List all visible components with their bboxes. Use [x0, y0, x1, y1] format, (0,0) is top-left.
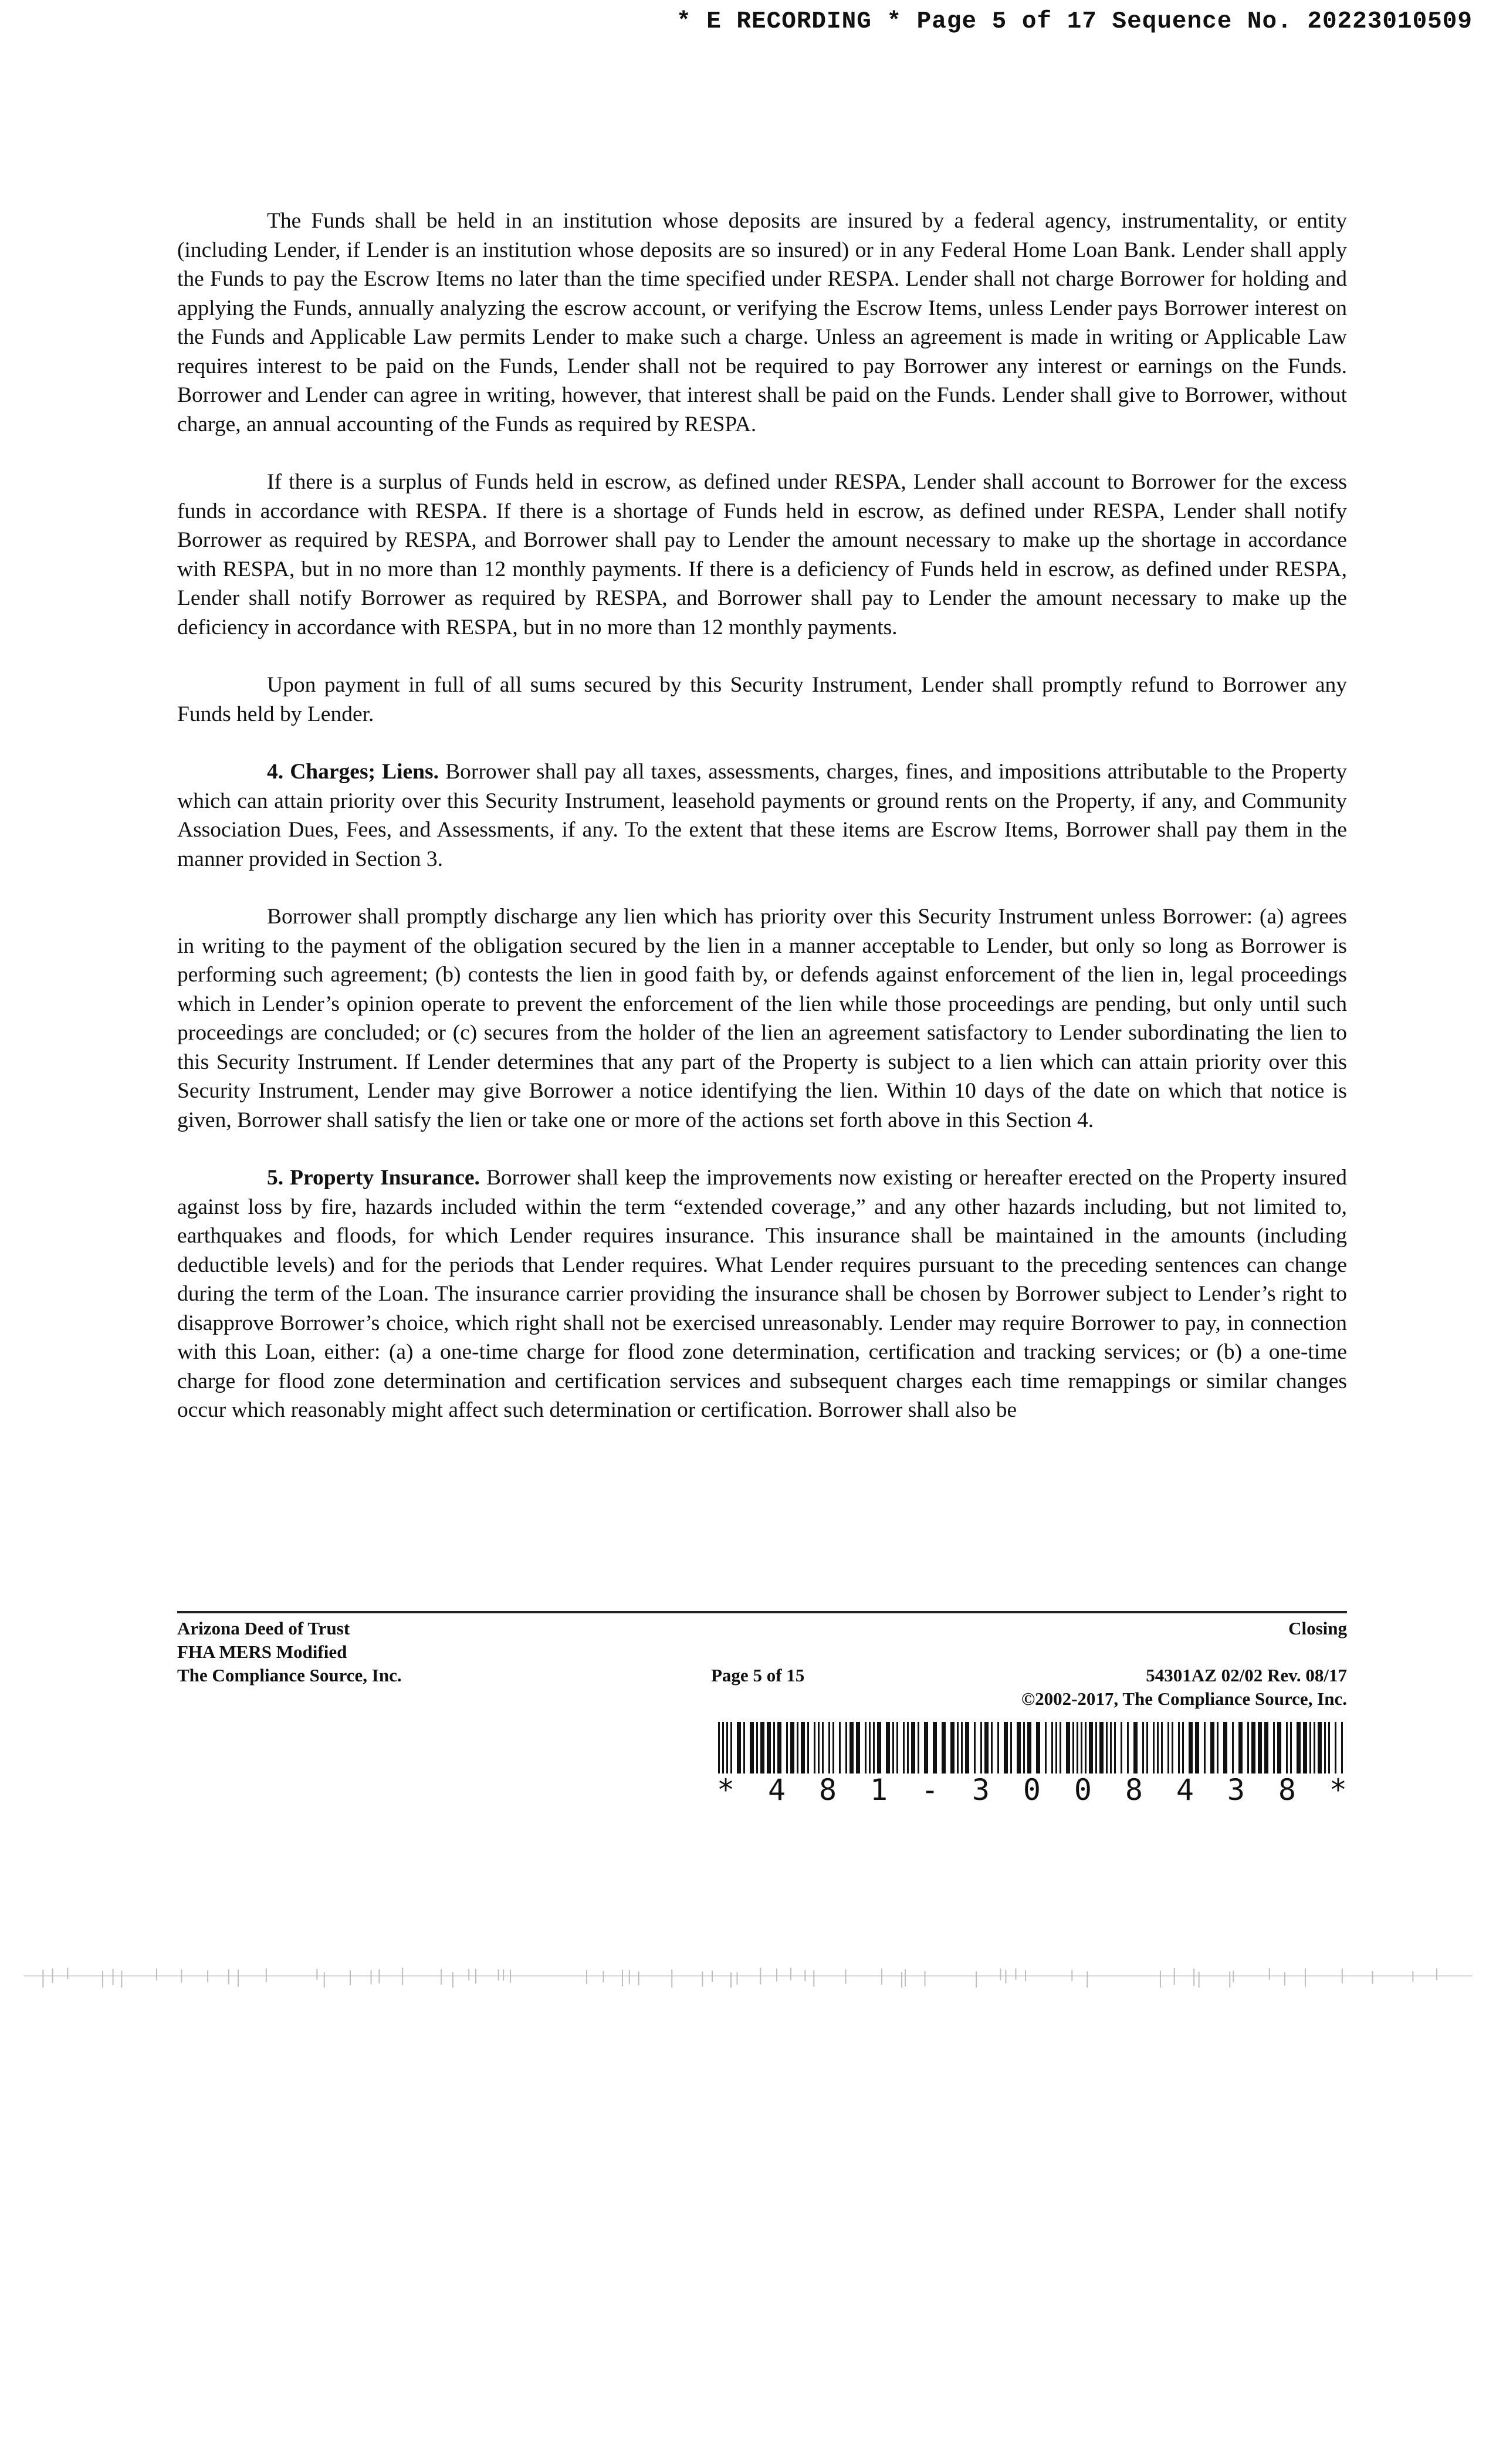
barcode-bar: [1036, 1722, 1040, 1773]
barcode-bar: [1335, 1722, 1336, 1773]
barcode-char: -: [920, 1773, 939, 1807]
footer-closing-label: Closing: [1288, 1618, 1347, 1639]
scan-tick: [603, 1971, 604, 1982]
barcode-bar: [856, 1722, 860, 1773]
scan-tick: [671, 1969, 672, 1988]
barcode-bar: [997, 1722, 999, 1773]
barcode-bar: [1099, 1722, 1104, 1773]
scan-tick: [776, 1968, 777, 1981]
barcode-char: *: [717, 1773, 735, 1807]
barcode-bar: [1055, 1722, 1057, 1773]
scan-tick: [503, 1969, 504, 1981]
barcode-bar: [1045, 1722, 1047, 1773]
barcode-bar: [980, 1722, 982, 1773]
scan-tick: [1269, 1968, 1270, 1980]
scan-tick: [42, 1969, 43, 1988]
barcode-bar: [1023, 1722, 1025, 1773]
scan-tick: [1233, 1971, 1234, 1982]
barcode-bar: [737, 1722, 741, 1773]
scan-tick: [1160, 1971, 1161, 1988]
barcode-bar: [1251, 1722, 1255, 1773]
scan-tick: [901, 1972, 902, 1988]
scan-tick: [1229, 1972, 1230, 1988]
barcode-bar: [1309, 1722, 1311, 1773]
section-5-text: Borrower shall keep the improvements now existing or hereafter erected on the Property insured against loss by fire, hazards included within the term “extended coverage,” and any other hazards including, but not limited to, earthquakes and floods, for which Lender requires insurance. This insurance shall be maintained in the amounts (including deductible levels) and for the periods that Lender requires. What Lender requires pursuant to the preceding sentences can change during the term of the Loan. The insurance carrier providing the insurance shall be chosen by Borrower subject to Lender’s right to disapprove Borrower’s choice, which right shall not be exercised unreasonably. Lender may require Borrower to pay, in connection with this Loan, either: (a) a one-time charge for flood zone determination, certification and tracking services; or (b) a one-time charge for flood zone determination and certification services and subsequent charges each time remappings or similar changes occur which reasonably might affect such determination or certification. Borrower shall also be: [177, 1166, 1347, 1422]
scan-tick: [1284, 1972, 1285, 1986]
scan-tick: [1305, 1968, 1306, 1987]
barcode-bar: [924, 1722, 928, 1773]
barcode-bar: [786, 1722, 788, 1773]
barcode-bar: [991, 1722, 993, 1773]
barcode-bar: [1114, 1722, 1116, 1773]
barcode-text: [717, 1773, 1347, 1806]
section-5-heading: 5. Property Insurance.: [267, 1166, 480, 1190]
barcode-bar: [1189, 1722, 1193, 1773]
recording-stamp: * E RECORDING * Page 5 of 17 Sequence No. 20223010509: [676, 8, 1473, 35]
barcode-bar: [965, 1722, 969, 1773]
barcode-bar: [845, 1722, 847, 1773]
barcode-char: 0: [1074, 1773, 1092, 1807]
barcode-bar: [849, 1722, 854, 1773]
scan-tick: [638, 1971, 639, 1985]
scan-tick: [1025, 1970, 1026, 1981]
barcode-bar: [1178, 1722, 1180, 1773]
barcode-bar: [1161, 1722, 1163, 1773]
barcode-bar: [797, 1722, 798, 1773]
scan-tick: [730, 1972, 732, 1988]
barcode-bar: [839, 1722, 841, 1773]
barcode-bar: [828, 1722, 830, 1773]
scan-tick: [925, 1971, 926, 1986]
scan-tick: [441, 1969, 442, 1985]
barcode-bar: [903, 1722, 905, 1773]
scan-tick: [324, 1972, 325, 1988]
barcode-bar: [1258, 1722, 1262, 1773]
scan-tick: [52, 1968, 53, 1983]
barcode-bar: [1223, 1722, 1227, 1773]
barcode-bar: [756, 1722, 758, 1773]
section-5-property-insurance: [177, 1163, 1347, 1425]
barcode-bar: [957, 1722, 959, 1773]
barcode-bar: [730, 1722, 732, 1773]
barcode-bar: [807, 1722, 809, 1773]
barcode-bar: [950, 1722, 955, 1773]
scan-artifact-strip: [23, 1965, 1473, 1988]
scan-tick: [121, 1971, 122, 1988]
barcode-bar: [1314, 1722, 1315, 1773]
scan-line: [23, 1975, 1473, 1976]
footer-copyright: ©2002-2017, The Compliance Source, Inc.: [1021, 1688, 1347, 1709]
barcode-bar: [1142, 1722, 1144, 1773]
scan-tick: [67, 1968, 68, 1979]
barcode-bar: [907, 1722, 909, 1773]
barcode-bar: [892, 1722, 894, 1773]
barcode-bar: [1004, 1722, 1008, 1773]
barcode-bar: [814, 1722, 815, 1773]
barcode-bar: [1153, 1722, 1155, 1773]
barcode-bar: [1060, 1722, 1061, 1773]
barcode-bar: [865, 1722, 867, 1773]
barcode-bar: [1110, 1722, 1112, 1773]
barcode-bar: [1303, 1722, 1307, 1773]
section-4-heading: 4. Charges; Liens.: [267, 760, 439, 784]
section-4-charges-liens: [177, 757, 1347, 874]
scan-tick: [1199, 1972, 1200, 1988]
scan-tick: [1000, 1968, 1001, 1980]
barcode-bar: [1290, 1722, 1292, 1773]
barcode-bar: [1010, 1722, 1012, 1773]
barcode-char: 8: [1278, 1773, 1296, 1807]
footer-company: The Compliance Source, Inc.: [177, 1665, 402, 1685]
barcode-bar: [1195, 1722, 1199, 1773]
barcode-bar: [918, 1722, 919, 1773]
barcode-char: 4: [1176, 1773, 1194, 1807]
paragraph-surplus-shortage: If there is a surplus of Funds held in escrow, as defined under RESPA, Lender shall account to Borrower for the excess funds in accordance with RESPA. If there is a shortage of Funds held in escrow, as defined under RESPA, Lender shall notify Borrower as required by RESPA, and Borrower shall pay to Lender the amount necessary to make up the shortage in accordance with RESPA, but in no more than 12 monthly payments. If there is a deficiency of Funds held in escrow, as defined under RESPA, Lender shall notify Borrower as required by RESPA, and Borrower shall pay to Lender the amount necessary to make up the deficiency in accordance with RESPA, but in no more than 12 monthly payments.: [177, 470, 1347, 639]
barcode-bar: [822, 1722, 824, 1773]
scan-tick: [266, 1968, 267, 1982]
footer-page-number: Page 5 of 15: [711, 1665, 805, 1685]
scan-tick: [736, 1972, 737, 1985]
section-4-text: Borrower shall pay all taxes, assessments, charges, fines, and impositions attributable to the Property which can attain priority over this Security Instrument, leasehold payments or ground rents on the Property, if any, and Community Association Dues, Fees, and Assessments, if any. To the extent that these items are Escrow Items, Borrower shall pay them in the manner provided in Section 3.: [177, 760, 1347, 871]
scan-tick: [1193, 1969, 1194, 1986]
footer-form-number: 54301AZ 02/02 Rev. 08/17: [1146, 1665, 1347, 1685]
barcode-bar: [1328, 1722, 1330, 1773]
barcode-bar: [1232, 1722, 1234, 1773]
barcode-char: 3: [972, 1773, 990, 1807]
scan-tick: [510, 1969, 511, 1982]
footer-form-info: [177, 1617, 402, 1687]
barcode-bar: [790, 1722, 794, 1773]
barcode-bar: [1247, 1722, 1249, 1773]
scan-tick: [468, 1969, 469, 1981]
scan-tick: [1436, 1968, 1437, 1980]
barcode-bar: [1264, 1722, 1268, 1773]
barcode-bar: [933, 1722, 937, 1773]
scan-tick: [378, 1969, 380, 1983]
barcode-bar: [877, 1722, 881, 1773]
scan-tick: [1372, 1971, 1373, 1984]
scan-tick: [712, 1971, 713, 1982]
scan-tick: [1342, 1968, 1343, 1983]
barcode-bar: [718, 1722, 720, 1773]
barcode-bar: [911, 1722, 915, 1773]
scan-tick: [845, 1969, 846, 1984]
barcode-bar: [750, 1722, 754, 1773]
scan-tick: [102, 1971, 103, 1988]
barcode-char: 8: [818, 1773, 837, 1807]
barcode: [717, 1722, 1347, 1773]
barcode-bar: [767, 1722, 771, 1773]
barcode-bar: [1027, 1722, 1031, 1773]
scan-tick: [1087, 1971, 1088, 1988]
barcode-bar: [760, 1722, 764, 1773]
scan-tick: [1071, 1970, 1072, 1981]
barcode-bar: [743, 1722, 745, 1773]
barcode-bar: [1172, 1722, 1173, 1773]
barcode-char: 4: [767, 1773, 786, 1807]
barcode-bar: [1324, 1722, 1326, 1773]
barcode-char: 0: [1023, 1773, 1041, 1807]
barcode-bar: [1182, 1722, 1184, 1773]
barcode-bar: [1095, 1722, 1097, 1773]
barcode-bar: [722, 1722, 724, 1773]
barcode-bar: [1077, 1722, 1078, 1773]
barcode-bar: [1167, 1722, 1169, 1773]
scan-tick: [1015, 1968, 1016, 1979]
barcode-bar: [1273, 1722, 1275, 1773]
footer-form-title: Arizona Deed of Trust: [177, 1618, 350, 1639]
scan-tick: [1174, 1968, 1175, 1985]
barcode-bar: [1085, 1722, 1087, 1773]
barcode-bar: [773, 1722, 775, 1773]
scan-tick: [238, 1969, 239, 1987]
barcode-bar: [1157, 1722, 1159, 1773]
barcode-bar: [896, 1722, 898, 1773]
barcode-bar: [801, 1722, 805, 1773]
scan-tick: [976, 1971, 977, 1988]
document-body: [177, 207, 1347, 1454]
scan-tick: [498, 1969, 499, 1981]
scan-tick: [350, 1970, 351, 1985]
barcode-bar: [1238, 1722, 1243, 1773]
barcode-bar: [942, 1722, 946, 1773]
barcode-bar: [1089, 1722, 1093, 1773]
scan-tick: [790, 1968, 791, 1980]
barcode-bar: [1204, 1722, 1206, 1773]
barcode-char: 8: [1125, 1773, 1143, 1807]
barcode-bar: [886, 1722, 890, 1773]
paragraph-discharge-lien: Borrower shall promptly discharge any lien which has priority over this Security Instrument unless Borrower: (a) agrees in writing to the payment of the obligation secured by the lien in a manner acceptable to Lender, but only so long as Borrower is performing such agreement; (b) contests the lien in good faith by, or defends against enforcement of the lien in, legal proceedings which in Lender’s opinion operate to prevent the enforcement of the lien while those proceedings are pending, but only until such proceedings are concluded; or (c) secures from the holder of the lien an agreement satisfactory to Lender subordinating the lien to this Security Instrument. If Lender determines that any part of the Property is subject to a lien which can attain priority over this Security Instrument, Lender may give Borrower a notice identifying the lien. Within 10 days of the date on which that notice is given, Borrower shall satisfy the lien or take one or more of the actions set forth above in this Section 4.: [177, 905, 1347, 1132]
barcode-bar: [974, 1722, 976, 1773]
barcode-bar: [1081, 1722, 1082, 1773]
scan-tick: [316, 1969, 317, 1980]
scan-tick: [156, 1969, 157, 1981]
footer-divider: [177, 1611, 1347, 1613]
scan-tick: [371, 1970, 372, 1984]
barcode-bar: [1066, 1722, 1070, 1773]
scan-tick: [702, 1971, 703, 1986]
barcode-bar: [777, 1722, 781, 1773]
paragraph-refund: Upon payment in full of all sums secured by this Security Instrument, Lender shall promptly refund to Borrower any Funds held by Lender.: [177, 673, 1347, 726]
barcode-bar: [726, 1722, 728, 1773]
scan-tick: [629, 1970, 630, 1984]
barcode-bar: [1106, 1722, 1108, 1773]
scan-tick: [452, 1972, 453, 1988]
barcode-bar: [1217, 1722, 1219, 1773]
barcode-char: *: [1329, 1773, 1347, 1807]
barcode-bar: [1121, 1722, 1122, 1773]
scan-tick: [760, 1968, 761, 1984]
scan-tick: [207, 1971, 208, 1982]
scan-tick: [1412, 1971, 1413, 1982]
barcode-bar: [1277, 1722, 1281, 1773]
barcode-bar: [1017, 1722, 1021, 1773]
barcode-bar: [961, 1722, 963, 1773]
barcode-char: 1: [869, 1773, 888, 1807]
scan-tick: [113, 1969, 114, 1985]
footer-form-codes: [1021, 1617, 1347, 1711]
barcode-bar: [1286, 1722, 1288, 1773]
scan-tick: [475, 1969, 476, 1984]
scan-tick: [622, 1970, 623, 1986]
scan-tick: [881, 1968, 882, 1984]
barcode-bar: [1210, 1722, 1214, 1773]
barcode-bar: [1127, 1722, 1129, 1773]
scan-tick: [402, 1968, 403, 1985]
barcode-bar: [1051, 1722, 1053, 1773]
barcode-bar: [1133, 1722, 1138, 1773]
barcode-bar: [1072, 1722, 1074, 1773]
barcode-char: 3: [1227, 1773, 1245, 1807]
barcode-bar: [1297, 1722, 1301, 1773]
scan-tick: [905, 1969, 906, 1987]
barcode-bar: [818, 1722, 820, 1773]
scan-tick: [181, 1969, 182, 1982]
barcode-bar: [832, 1722, 834, 1773]
barcode-bar: [1341, 1722, 1343, 1773]
barcode-bar: [1146, 1722, 1148, 1773]
scan-tick: [1005, 1970, 1006, 1984]
barcode-bar: [869, 1722, 871, 1773]
paragraph-funds-held: The Funds shall be held in an institution whose deposits are insured by a federal agency, instrumentality, or entity (including Lender, if Lender is an institution whose deposits are so insured) or in any Federal Home Loan Bank. Lender shall apply the Funds to pay the Escrow Items no later than the time specified under RESPA. Lender shall not charge Borrower for holding and applying the Funds, annually analyzing the escrow account, or verifying the Escrow Items, unless Lender pays Borrower interest on the Funds and Applicable Law permits Lender to make such a charge. Unless an agreement is made in writing or Applicable Law requires interest to be paid on the Funds, Lender shall not be required to pay Borrower any interest or earnings on the Funds. Borrower and Lender can agree in writing, however, that interest shall be paid on the Funds. Lender shall give to Borrower, without charge, an annual accounting of the Funds as required by RESPA.: [177, 209, 1347, 436]
barcode-bar: [1318, 1722, 1322, 1773]
footer-form-subtitle: FHA MERS Modified: [177, 1641, 347, 1662]
barcode-bar: [873, 1722, 875, 1773]
scan-tick: [804, 1970, 805, 1981]
scan-tick: [228, 1969, 229, 1985]
scan-tick: [813, 1971, 814, 1987]
scan-tick: [586, 1970, 587, 1984]
barcode-bar: [984, 1722, 989, 1773]
